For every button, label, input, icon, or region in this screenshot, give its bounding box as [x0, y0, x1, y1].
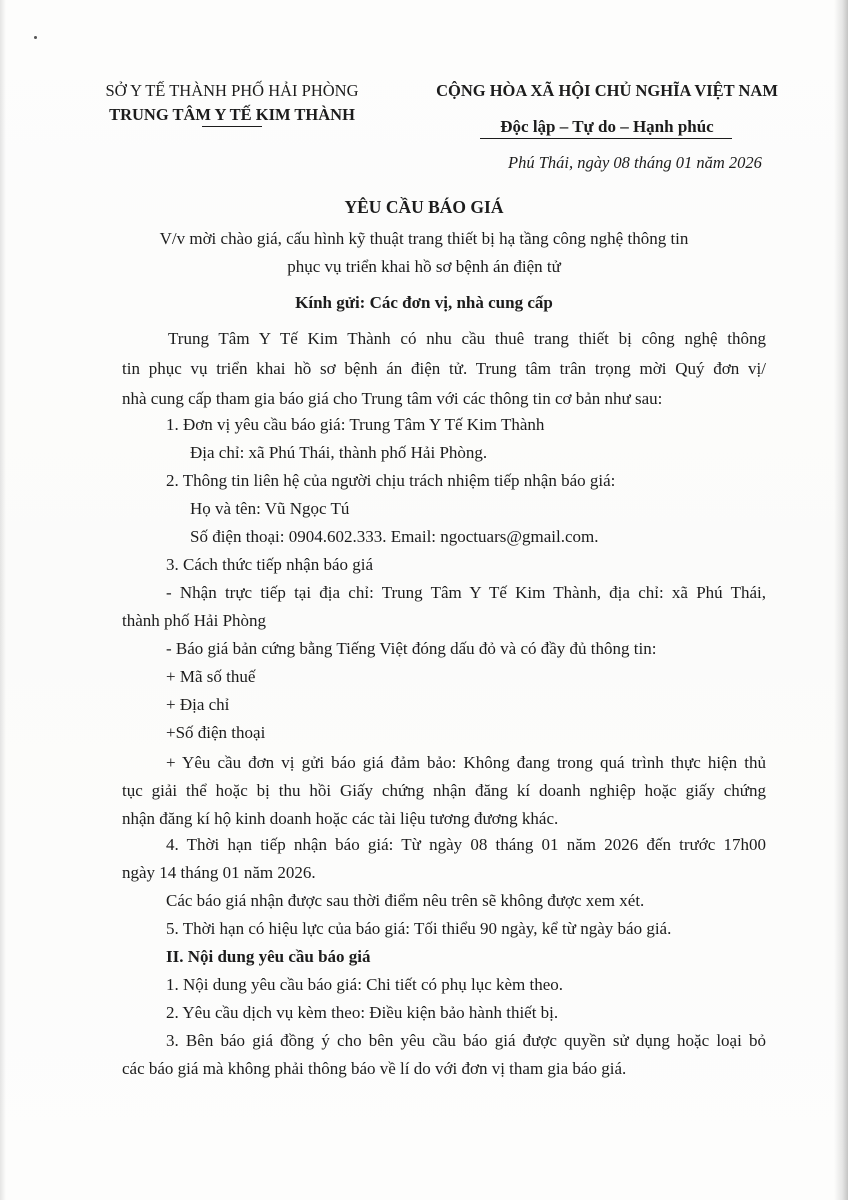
- scan-edge-left: [0, 0, 6, 1200]
- national-title: CỘNG HÒA XÃ HỘI CHỦ NGHĨA VIỆT NAM: [436, 81, 778, 100]
- scan-edge-right: [834, 0, 848, 1200]
- item-5-validity: 5. Thời hạn có hiệu lực của báo giá: Tối thiểu 90 ngày, kể từ ngày báo giá.: [166, 919, 672, 938]
- subject-line-2: phục vụ triển khai hồ sơ bệnh án điện tử: [287, 257, 561, 276]
- motto-underline: [480, 138, 732, 139]
- item-3-phone: +Số điện thoại: [166, 723, 266, 742]
- item-2-phone-email: Số điện thoại: 0904.602.333. Email: ngoctuars@gmail.com.: [190, 527, 599, 546]
- agency-underline: [202, 126, 262, 127]
- item-4-deadline-line-1: 4. Thời hạn tiếp nhận báo giá: Từ ngày 08 tháng 01 năm 2026 đến trước 17h00: [166, 835, 766, 854]
- item-3-requirement-line-3: nhận đăng kí hộ kinh doanh hoặc các tài liệu tương đương khác.: [122, 809, 559, 828]
- agency-name: TRUNG TÂM Y TẾ KIM THÀNH: [109, 105, 355, 124]
- scan-speck: [34, 36, 37, 39]
- intro-line-2: tin phục vụ triển khai hồ sơ bệnh án điện tử. Trung tâm trân trọng mời Quý đơn vị/: [122, 359, 766, 378]
- agency-parent: SỞ Y TẾ THÀNH PHỐ HẢI PHÒNG: [105, 81, 359, 100]
- section-2-item-3-line-1: 3. Bên báo giá đồng ý cho bên yêu cầu báo giá được quyền sử dụng hoặc loại bỏ: [166, 1031, 766, 1050]
- recipient-line: Kính gửi: Các đơn vị, nhà cung cấp: [295, 293, 553, 312]
- item-3-direct-line-2: thành phố Hải Phòng: [122, 611, 267, 630]
- item-3-address: + Địa chỉ: [166, 695, 230, 714]
- item-2-name: Họ và tên: Vũ Ngọc Tú: [190, 499, 350, 518]
- document-date: Phú Thái, ngày 08 tháng 01 năm 2026: [508, 153, 762, 172]
- subject-line-1: V/v mời chào giá, cấu hình kỹ thuật trang thiết bị hạ tầng công nghệ thông tin: [159, 229, 689, 248]
- item-3-direct-line-1: - Nhận trực tiếp tại địa chỉ: Trung Tâm Y Tế Kim Thành, địa chỉ: xã Phú Thái,: [166, 583, 766, 602]
- item-3-heading: 3. Cách thức tiếp nhận báo giá: [166, 555, 374, 574]
- item-4-deadline-line-2: ngày 14 tháng 01 năm 2026.: [122, 863, 316, 882]
- item-1-requester: 1. Đơn vị yêu cầu báo giá: Trung Tâm Y Tế Kim Thành: [166, 415, 545, 434]
- section-2-item-1: 1. Nội dung yêu cầu báo giá: Chi tiết có phụ lục kèm theo.: [166, 975, 564, 994]
- section-2-item-3-line-2: các báo giá mà không phải thông báo về lí do với đơn vị tham gia báo giá.: [122, 1059, 627, 1078]
- document-title: YÊU CẦU BÁO GIÁ: [344, 197, 504, 217]
- section-2-heading: II. Nội dung yêu cầu báo giá: [166, 947, 371, 966]
- intro-line-3: nhà cung cấp tham gia báo giá cho Trung tâm với các thông tin cơ bản như sau:: [122, 389, 663, 408]
- item-3-tax-code: + Mã số thuế: [166, 667, 256, 686]
- national-motto: Độc lập – Tự do – Hạnh phúc: [500, 117, 714, 136]
- section-2-item-2: 2. Yêu cầu dịch vụ kèm theo: Điều kiện bảo hành thiết bị.: [166, 1003, 559, 1022]
- item-4-note: Các báo giá nhận được sau thời điểm nêu trên sẽ không được xem xét.: [166, 891, 645, 910]
- item-2-contact: 2. Thông tin liên hệ của người chịu trách nhiệm tiếp nhận báo giá:: [166, 471, 616, 490]
- item-3-requirement-line-2: tục giải thể hoặc bị thu hồi Giấy chứng nhận đăng kí doanh nghiệp hoặc giấy chứng: [122, 781, 766, 800]
- item-1-address: Địa chỉ: xã Phú Thái, thành phố Hải Phòng.: [190, 443, 488, 462]
- item-3-requirement-line-1: + Yêu cầu đơn vị gửi báo giá đảm bảo: Không đang trong quá trình thực hiện thủ: [166, 753, 766, 772]
- intro-line-1: Trung Tâm Y Tế Kim Thành có nhu cầu thuê trang thiết bị công nghệ thông: [168, 329, 766, 348]
- item-3-hardcopy: - Báo giá bản cứng bằng Tiếng Việt đóng dấu đỏ và có đầy đủ thông tin:: [166, 639, 657, 658]
